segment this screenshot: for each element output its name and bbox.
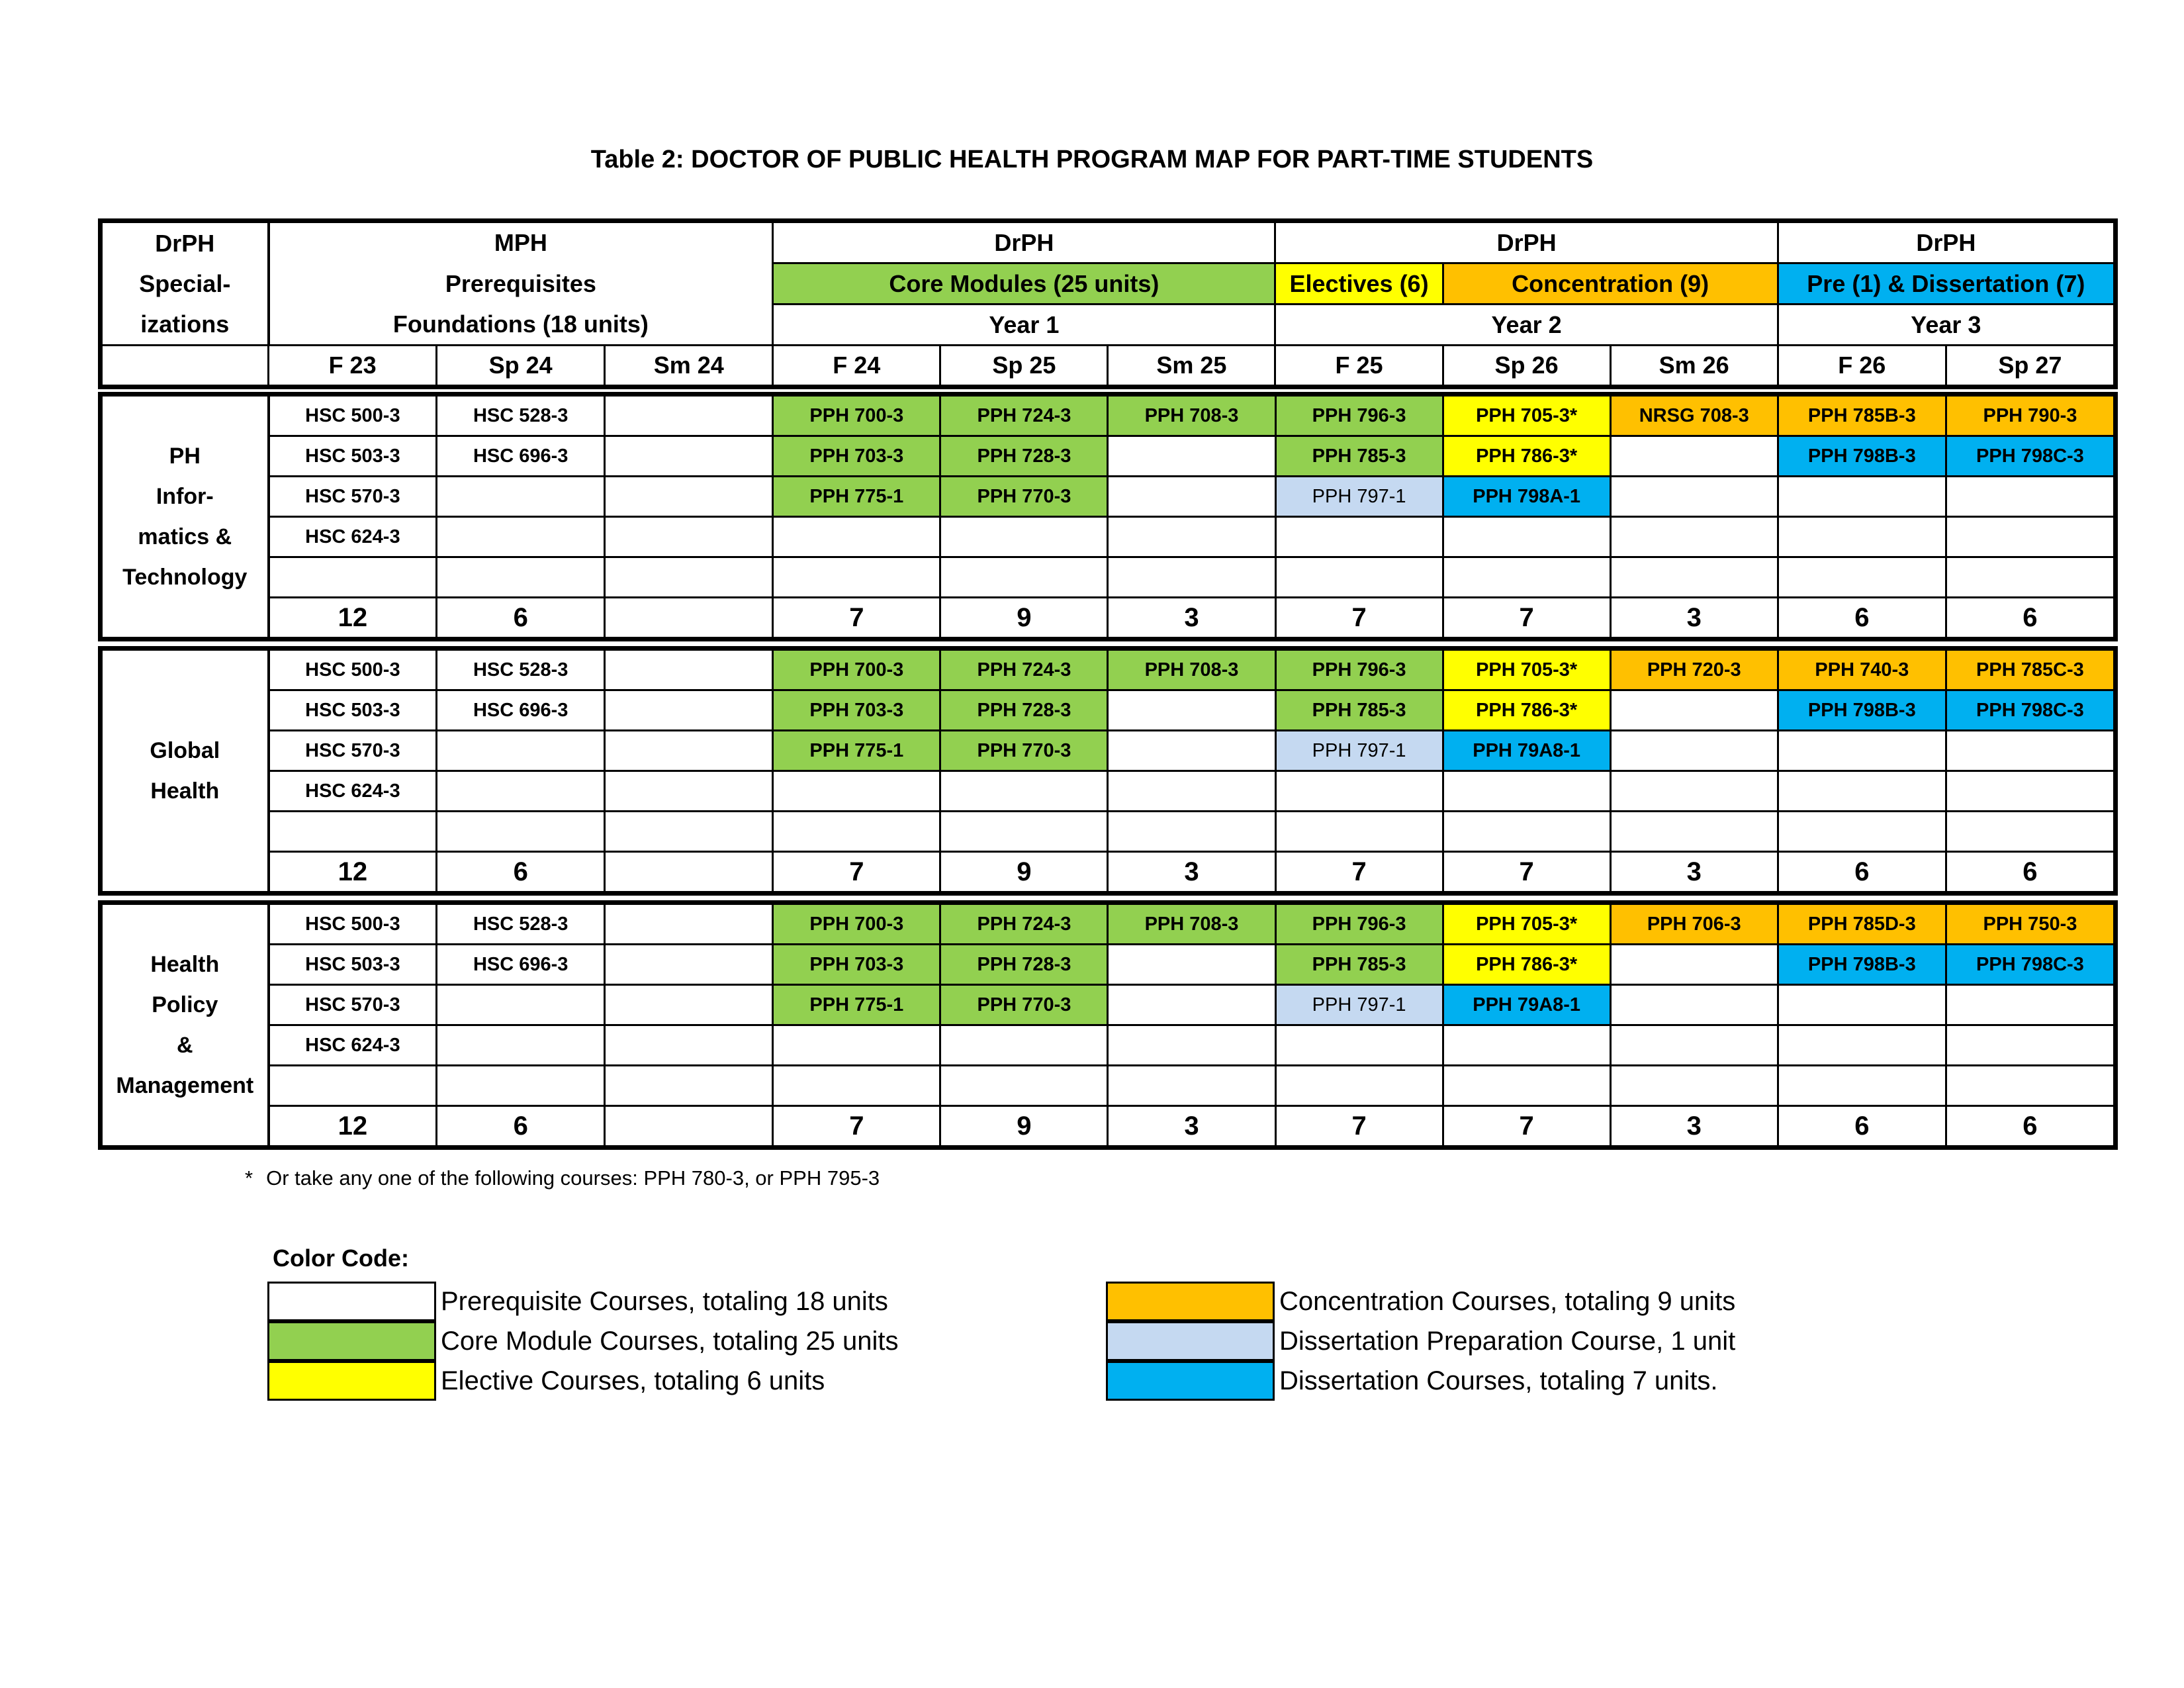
course-row	[102, 477, 2115, 517]
course-cell: PPH 770-3	[940, 985, 1108, 1025]
course-cell: PPH 796-3	[1275, 650, 1443, 690]
course-cell	[1778, 771, 1946, 812]
course-cell: PPH 728-3	[940, 690, 1108, 731]
legend-swatch-dissertation	[1106, 1361, 1275, 1401]
term-header: Sp 26	[1443, 346, 1610, 386]
course-cell	[1108, 557, 1275, 598]
course-cell	[437, 557, 605, 598]
term-total-cell: 7	[773, 1106, 940, 1147]
drph-header-2: DrPH	[1275, 222, 1778, 263]
course-cell	[605, 904, 773, 945]
legend-label-concentration: Concentration Courses, totaling 9 units	[1279, 1287, 1736, 1316]
course-cell	[269, 1066, 437, 1106]
course-cell: PPH 798B-3	[1778, 690, 1946, 731]
specialization-name-line: PH	[169, 443, 201, 469]
course-cell: PPH 724-3	[940, 650, 1108, 690]
term-total-cell: 7	[1443, 598, 1610, 638]
course-cell	[773, 1025, 940, 1066]
course-cell	[605, 396, 773, 436]
course-cell	[1946, 1066, 2114, 1106]
course-cell	[773, 812, 940, 852]
course-cell: HSC 624-3	[269, 771, 437, 812]
year-1-header: Year 1	[773, 305, 1275, 346]
course-cell: PPH 786-3*	[1443, 690, 1610, 731]
course-cell	[1443, 1025, 1610, 1066]
footnote	[245, 1166, 880, 1190]
course-cell: PPH 724-3	[940, 396, 1108, 436]
course-cell: PPH 79A8-1	[1443, 731, 1610, 771]
term-total-cell: 9	[940, 598, 1108, 638]
course-cell	[940, 517, 1108, 557]
course-cell	[1610, 517, 1778, 557]
legend-swatch-elective	[267, 1361, 436, 1401]
footnote-asterisk: *	[245, 1166, 253, 1190]
term-total-cell: 3	[1108, 598, 1275, 638]
course-cell	[1108, 690, 1275, 731]
course-cell: PPH 785-3	[1275, 690, 1443, 731]
course-cell: HSC 500-3	[269, 650, 437, 690]
totals-row	[102, 598, 2115, 638]
course-cell	[437, 985, 605, 1025]
course-cell: HSC 624-3	[269, 1025, 437, 1066]
course-cell: PPH 708-3	[1108, 650, 1275, 690]
course-cell	[605, 771, 773, 812]
course-cell	[773, 771, 940, 812]
course-cell	[1946, 517, 2114, 557]
mph-prerequisites-label: Prerequisites	[269, 263, 773, 305]
term-total-cell: 7	[1443, 1106, 1610, 1147]
course-cell	[1275, 771, 1443, 812]
term-total-cell	[605, 598, 773, 638]
course-cell	[1108, 1066, 1275, 1106]
course-cell	[1778, 557, 1946, 598]
spec-header-line-2: Special-	[139, 270, 231, 297]
course-cell	[1275, 517, 1443, 557]
course-cell	[1275, 557, 1443, 598]
year-2-header: Year 2	[1275, 305, 1778, 346]
course-cell: PPH 786-3*	[1443, 945, 1610, 985]
course-cell: HSC 570-3	[269, 985, 437, 1025]
course-cell: PPH 775-1	[773, 477, 940, 517]
legend-swatch-prerequisite	[267, 1282, 436, 1321]
course-cell	[1778, 1066, 1946, 1106]
course-cell	[437, 812, 605, 852]
term-total-cell: 6	[437, 598, 605, 638]
specialization-name-line: Technology	[122, 564, 248, 590]
course-cell	[1108, 436, 1275, 477]
term-total-cell: 6	[1946, 598, 2114, 638]
course-cell: HSC 528-3	[437, 650, 605, 690]
course-cell	[773, 517, 940, 557]
term-total-cell: 3	[1610, 852, 1778, 892]
course-cell	[1610, 1025, 1778, 1066]
course-cell: HSC 696-3	[437, 690, 605, 731]
course-cell	[269, 812, 437, 852]
course-cell	[1778, 517, 1946, 557]
course-cell	[605, 1025, 773, 1066]
course-cell	[773, 1066, 940, 1106]
course-cell	[1946, 477, 2114, 517]
course-row	[102, 985, 2115, 1025]
dissertation-header: Pre (1) & Dissertation (7)	[1778, 263, 2114, 305]
year-3-header: Year 3	[1778, 305, 2114, 346]
course-row	[102, 650, 2115, 690]
term-total-cell: 6	[1778, 1106, 1946, 1147]
course-cell: PPH 785C-3	[1946, 650, 2114, 690]
term-total-cell	[605, 1106, 773, 1147]
course-cell: PPH 798A-1	[1443, 477, 1610, 517]
course-cell	[1610, 690, 1778, 731]
course-cell	[1610, 731, 1778, 771]
course-cell	[1610, 985, 1778, 1025]
course-cell	[1778, 1025, 1946, 1066]
course-cell: PPH 775-1	[773, 985, 940, 1025]
course-row	[102, 1025, 2115, 1066]
course-cell: PPH 770-3	[940, 731, 1108, 771]
course-cell	[773, 557, 940, 598]
course-cell	[1275, 812, 1443, 852]
course-cell: HSC 503-3	[269, 690, 437, 731]
specialization-section	[101, 649, 2115, 893]
course-cell: PPH 785-3	[1275, 945, 1443, 985]
term-total-cell: 3	[1610, 598, 1778, 638]
specialization-name-line: Policy	[152, 992, 218, 1017]
term-total-cell: 7	[773, 852, 940, 892]
course-cell	[605, 477, 773, 517]
course-cell: PPH 708-3	[1108, 904, 1275, 945]
course-row	[102, 945, 2115, 985]
course-cell	[605, 985, 773, 1025]
legend-label-core: Core Module Courses, totaling 25 units	[441, 1327, 899, 1356]
term-header: F 23	[269, 346, 437, 386]
specialization-name-line: Health	[150, 778, 220, 804]
spec-header-spacer	[102, 346, 269, 386]
mph-foundations-label: Foundations (18 units)	[269, 305, 773, 346]
course-cell	[605, 690, 773, 731]
course-cell	[1610, 945, 1778, 985]
term-total-cell: 6	[1778, 852, 1946, 892]
course-cell	[1108, 945, 1275, 985]
course-cell	[1610, 1066, 1778, 1106]
course-cell: PPH 770-3	[940, 477, 1108, 517]
legend-swatch-concentration	[1106, 1282, 1275, 1321]
course-row	[102, 1066, 2115, 1106]
course-cell	[940, 1066, 1108, 1106]
totals-row	[102, 852, 2115, 892]
course-cell: PPH 79A8-1	[1443, 985, 1610, 1025]
course-cell: PPH 797-1	[1275, 985, 1443, 1025]
course-cell: PPH 703-3	[773, 436, 940, 477]
course-cell	[1443, 771, 1610, 812]
course-cell: PPH 798C-3	[1946, 436, 2114, 477]
course-cell: HSC 570-3	[269, 731, 437, 771]
course-cell: PPH 724-3	[940, 904, 1108, 945]
drph-header-3: DrPH	[1778, 222, 2114, 263]
course-cell	[605, 650, 773, 690]
course-cell	[1946, 985, 2114, 1025]
course-cell: HSC 503-3	[269, 436, 437, 477]
legend-swatch-dissertation-prep	[1106, 1321, 1275, 1361]
legend-label-prerequisite: Prerequisite Courses, totaling 18 units	[441, 1287, 888, 1316]
course-cell	[437, 771, 605, 812]
course-cell: PPH 798B-3	[1778, 436, 1946, 477]
course-cell	[1275, 1066, 1443, 1106]
course-cell	[1778, 477, 1946, 517]
course-cell	[437, 1025, 605, 1066]
term-total-cell: 7	[773, 598, 940, 638]
specialization-name-line: matics &	[138, 524, 232, 549]
legend-label-dissertation: Dissertation Courses, totaling 7 units.	[1279, 1366, 1718, 1395]
course-cell: PPH 750-3	[1946, 904, 2114, 945]
specializations-header	[102, 222, 269, 346]
term-total-cell: 6	[1778, 598, 1946, 638]
specialization-name	[102, 904, 269, 1147]
legend-label-elective: Elective Courses, totaling 6 units	[441, 1366, 825, 1395]
course-cell	[940, 557, 1108, 598]
legend-swatch-core	[267, 1321, 436, 1361]
term-total-cell: 9	[940, 852, 1108, 892]
course-cell	[437, 1066, 605, 1106]
specialization-name	[102, 650, 269, 892]
term-header: F 25	[1275, 346, 1443, 386]
course-cell: PPH 708-3	[1108, 396, 1275, 436]
specialization-name-line: Management	[116, 1072, 254, 1098]
course-cell	[1778, 731, 1946, 771]
course-cell	[940, 812, 1108, 852]
course-cell	[1946, 1025, 2114, 1066]
core-modules-header: Core Modules (25 units)	[773, 263, 1275, 305]
term-total-cell: 3	[1108, 852, 1275, 892]
course-cell	[1275, 1025, 1443, 1066]
course-cell	[1108, 517, 1275, 557]
electives-header: Electives (6)	[1275, 263, 1443, 305]
footnote-text: Or take any one of the following courses: PPH 780-3, or PPH 795-3	[266, 1166, 880, 1190]
course-cell	[1443, 1066, 1610, 1106]
course-cell: PPH 703-3	[773, 690, 940, 731]
course-cell	[1108, 477, 1275, 517]
term-header: Sm 26	[1610, 346, 1778, 386]
course-cell: PPH 703-3	[773, 945, 940, 985]
course-row	[102, 436, 2115, 477]
course-cell	[1946, 731, 2114, 771]
course-row	[102, 904, 2115, 945]
course-cell	[1946, 812, 2114, 852]
course-row	[102, 557, 2115, 598]
term-header: F 26	[1778, 346, 1946, 386]
course-cell: HSC 570-3	[269, 477, 437, 517]
spec-header-line-3: izations	[140, 310, 230, 338]
course-cell: HSC 500-3	[269, 396, 437, 436]
course-cell: PPH 798C-3	[1946, 945, 2114, 985]
mph-header: MPH	[269, 222, 773, 263]
drph-header-1: DrPH	[773, 222, 1275, 263]
specialization-name-line: Infor-	[156, 483, 214, 509]
term-total-cell: 12	[269, 852, 437, 892]
term-total-cell: 7	[1275, 1106, 1443, 1147]
specialization-name-line: Global	[150, 737, 220, 763]
course-cell: PPH 790-3	[1946, 396, 2114, 436]
term-total-cell: 12	[269, 1106, 437, 1147]
course-row	[102, 731, 2115, 771]
course-cell	[1108, 731, 1275, 771]
term-total-cell	[605, 852, 773, 892]
course-cell: PPH 785-3	[1275, 436, 1443, 477]
course-cell: PPH 705-3*	[1443, 650, 1610, 690]
course-cell	[1946, 771, 2114, 812]
course-cell	[605, 1066, 773, 1106]
course-cell: PPH 786-3*	[1443, 436, 1610, 477]
course-row	[102, 771, 2115, 812]
term-header: Sm 25	[1108, 346, 1275, 386]
term-total-cell: 3	[1610, 1106, 1778, 1147]
course-cell: PPH 705-3*	[1443, 396, 1610, 436]
course-cell	[940, 1025, 1108, 1066]
course-cell: PPH 740-3	[1778, 650, 1946, 690]
specialization-name-line: &	[177, 1032, 193, 1058]
term-total-cell: 6	[437, 852, 605, 892]
page-title: Table 2: DOCTOR OF PUBLIC HEALTH PROGRAM MAP FOR PART-TIME STUDENTS	[590, 146, 1594, 173]
course-cell: HSC 528-3	[437, 904, 605, 945]
course-cell	[1443, 812, 1610, 852]
course-cell: HSC 696-3	[437, 945, 605, 985]
course-cell: PPH 775-1	[773, 731, 940, 771]
course-cell	[1610, 771, 1778, 812]
course-cell: PPH 796-3	[1275, 396, 1443, 436]
spec-header-line-1: DrPH	[155, 230, 215, 257]
course-cell: PPH 728-3	[940, 945, 1108, 985]
course-cell: HSC 500-3	[269, 904, 437, 945]
course-cell: PPH 796-3	[1275, 904, 1443, 945]
term-total-cell: 7	[1443, 852, 1610, 892]
course-cell	[605, 557, 773, 598]
legend-title: Color Code:	[273, 1244, 409, 1272]
course-cell: PPH 705-3*	[1443, 904, 1610, 945]
course-cell	[1610, 557, 1778, 598]
term-total-cell: 7	[1275, 852, 1443, 892]
specialization-name-line: Health	[150, 951, 220, 977]
course-cell: PPH 785B-3	[1778, 396, 1946, 436]
course-cell	[605, 436, 773, 477]
course-cell	[1778, 985, 1946, 1025]
term-header: Sm 24	[605, 346, 773, 386]
course-cell: PPH 728-3	[940, 436, 1108, 477]
course-cell	[605, 945, 773, 985]
legend-label-dissertation-prep: Dissertation Preparation Course, 1 unit	[1279, 1327, 1736, 1356]
course-cell: PPH 798B-3	[1778, 945, 1946, 985]
course-cell	[940, 771, 1108, 812]
course-cell	[1108, 1025, 1275, 1066]
term-total-cell: 7	[1275, 598, 1443, 638]
course-cell	[605, 517, 773, 557]
course-cell	[1443, 557, 1610, 598]
course-cell: PPH 798C-3	[1946, 690, 2114, 731]
course-cell: PPH 797-1	[1275, 477, 1443, 517]
course-cell	[269, 557, 437, 598]
term-total-cell: 6	[1946, 1106, 2114, 1147]
course-cell: PPH 785D-3	[1778, 904, 1946, 945]
course-cell	[1108, 771, 1275, 812]
course-cell: HSC 528-3	[437, 396, 605, 436]
course-cell	[605, 731, 773, 771]
course-cell: HSC 696-3	[437, 436, 605, 477]
course-cell: PPH 706-3	[1610, 904, 1778, 945]
course-cell	[1610, 436, 1778, 477]
term-total-cell: 6	[437, 1106, 605, 1147]
course-row	[102, 812, 2115, 852]
term-total-cell: 12	[269, 598, 437, 638]
course-cell: PPH 720-3	[1610, 650, 1778, 690]
totals-row	[102, 1106, 2115, 1147]
course-cell: HSC 503-3	[269, 945, 437, 985]
term-header: F 24	[773, 346, 940, 386]
specialization-name	[102, 396, 269, 638]
course-cell: PPH 797-1	[1275, 731, 1443, 771]
course-cell: HSC 624-3	[269, 517, 437, 557]
course-cell	[605, 812, 773, 852]
program-map-header	[101, 221, 2115, 387]
specialization-section	[101, 903, 2115, 1147]
term-header: Sp 27	[1946, 346, 2114, 386]
course-cell	[437, 731, 605, 771]
course-cell	[437, 517, 605, 557]
course-row	[102, 396, 2115, 436]
term-total-cell: 6	[1946, 852, 2114, 892]
course-row	[102, 517, 2115, 557]
course-cell	[1610, 812, 1778, 852]
course-cell	[437, 477, 605, 517]
course-row	[102, 690, 2115, 731]
course-cell: NRSG 708-3	[1610, 396, 1778, 436]
course-cell	[1610, 477, 1778, 517]
term-header: Sp 25	[940, 346, 1108, 386]
specialization-section	[101, 395, 2115, 639]
course-cell	[1778, 812, 1946, 852]
course-cell	[1108, 985, 1275, 1025]
course-cell: PPH 700-3	[773, 904, 940, 945]
term-total-cell: 9	[940, 1106, 1108, 1147]
course-cell: PPH 700-3	[773, 650, 940, 690]
concentration-header: Concentration (9)	[1443, 263, 1778, 305]
course-cell	[1443, 517, 1610, 557]
term-total-cell: 3	[1108, 1106, 1275, 1147]
course-cell	[1108, 812, 1275, 852]
course-cell: PPH 700-3	[773, 396, 940, 436]
term-header: Sp 24	[437, 346, 605, 386]
course-cell	[1946, 557, 2114, 598]
